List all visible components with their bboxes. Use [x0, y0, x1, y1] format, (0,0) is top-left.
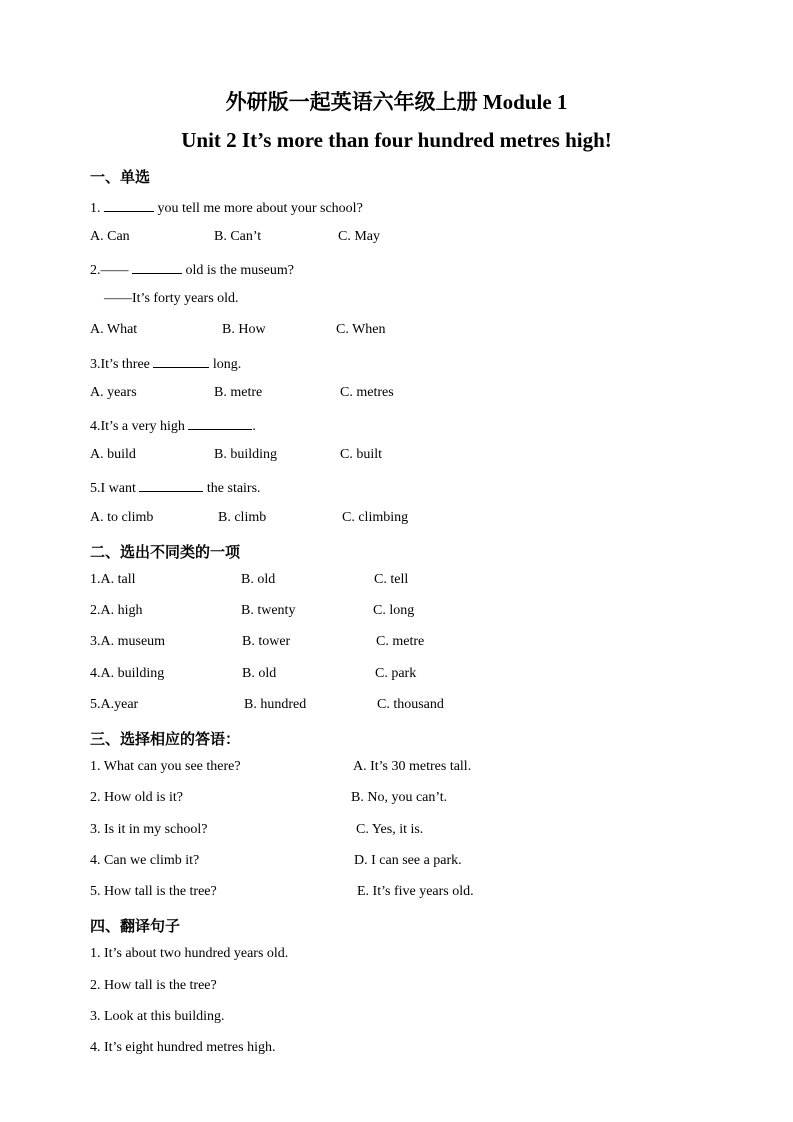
odd-one-out-option: B. hundred: [244, 697, 307, 712]
answer-blank: [153, 354, 209, 368]
match-question: 3. Is it in my school?: [90, 822, 208, 837]
question-text: 2.——: [90, 263, 132, 278]
odd-one-out-option: 2.A. high: [90, 603, 143, 618]
answer-blank: [188, 416, 252, 430]
section-heading: 四、翻译句子: [90, 919, 181, 935]
section-heading: 三、选择相应的答语：: [90, 732, 241, 748]
translation-item: 4. It’s eight hundred metres high.: [90, 1040, 276, 1055]
odd-one-out-option: C. long: [373, 603, 415, 618]
question-text: .: [252, 419, 256, 434]
option: C. climbing: [342, 510, 409, 525]
option: A. build: [90, 447, 136, 462]
question-text: 1.: [90, 201, 104, 216]
section-heading: 二、选出不同类的一项: [90, 545, 241, 561]
option: A. to climb: [90, 510, 154, 525]
odd-one-out-option: C. park: [375, 666, 417, 681]
question-text: 5.I want: [90, 481, 140, 496]
answer-blank: [132, 260, 182, 274]
question-text: old is the museum?: [182, 263, 294, 278]
option: C. May: [338, 229, 380, 244]
odd-one-out-option: 1.A. tall: [90, 572, 136, 587]
match-question: 5. How tall is the tree?: [90, 884, 217, 899]
question-stem: [90, 416, 256, 435]
option: B. climb: [218, 510, 267, 525]
question-text: you tell me more about your school?: [154, 201, 363, 216]
match-question: 4. Can we climb it?: [90, 853, 200, 868]
option: B. metre: [214, 385, 263, 400]
option: B. building: [214, 447, 278, 462]
dialogue-answer: ——It’s forty years old.: [104, 291, 239, 306]
option: B. How: [222, 322, 266, 337]
question-stem: [90, 354, 241, 373]
match-answer: A. It’s 30 metres tall.: [353, 759, 472, 774]
question-stem: [90, 260, 294, 279]
odd-one-out-option: C. metre: [376, 634, 425, 649]
odd-one-out-option: B. twenty: [241, 603, 296, 618]
question-text: the stairs.: [203, 481, 261, 496]
match-question: 2. How old is it?: [90, 790, 183, 805]
match-answer: B. No, you can’t.: [351, 790, 448, 805]
odd-one-out-option: C. tell: [374, 572, 409, 587]
section-heading: 一、单选: [90, 170, 151, 186]
odd-one-out-option: 5.A.year: [90, 697, 139, 712]
page-title: 外研版一起英语六年级上册 Module 1: [225, 90, 568, 114]
match-answer: E. It’s five years old.: [357, 884, 474, 899]
answer-blank: [104, 198, 154, 212]
translation-item: 3. Look at this building.: [90, 1009, 225, 1024]
translation-item: 1. It’s about two hundred years old.: [90, 946, 289, 961]
option: C. built: [340, 447, 383, 462]
question-text: long.: [209, 357, 242, 372]
option: A. What: [90, 322, 138, 337]
answer-blank: [139, 478, 203, 492]
match-question: 1. What can you see there?: [90, 759, 241, 774]
match-answer: C. Yes, it is.: [356, 822, 424, 837]
odd-one-out-option: B. old: [242, 666, 277, 681]
match-answer: D. I can see a park.: [354, 853, 462, 868]
question-text: 3.It’s three: [90, 357, 154, 372]
odd-one-out-option: 3.A. museum: [90, 634, 166, 649]
option: A. years: [90, 385, 137, 400]
option: C. When: [336, 322, 386, 337]
question-text: 4.It’s a very high: [90, 419, 189, 434]
option: A. Can: [90, 229, 130, 244]
odd-one-out-option: C. thousand: [377, 697, 444, 712]
question-stem: [90, 198, 363, 217]
translation-item: 2. How tall is the tree?: [90, 978, 217, 993]
page-subtitle: Unit 2 It’s more than four hundred metres high!: [181, 128, 612, 152]
odd-one-out-option: 4.A. building: [90, 666, 165, 681]
odd-one-out-option: B. old: [241, 572, 276, 587]
option: C. metres: [340, 385, 394, 400]
option: B. Can’t: [214, 229, 262, 244]
question-stem: [90, 478, 261, 497]
odd-one-out-option: B. tower: [242, 634, 291, 649]
